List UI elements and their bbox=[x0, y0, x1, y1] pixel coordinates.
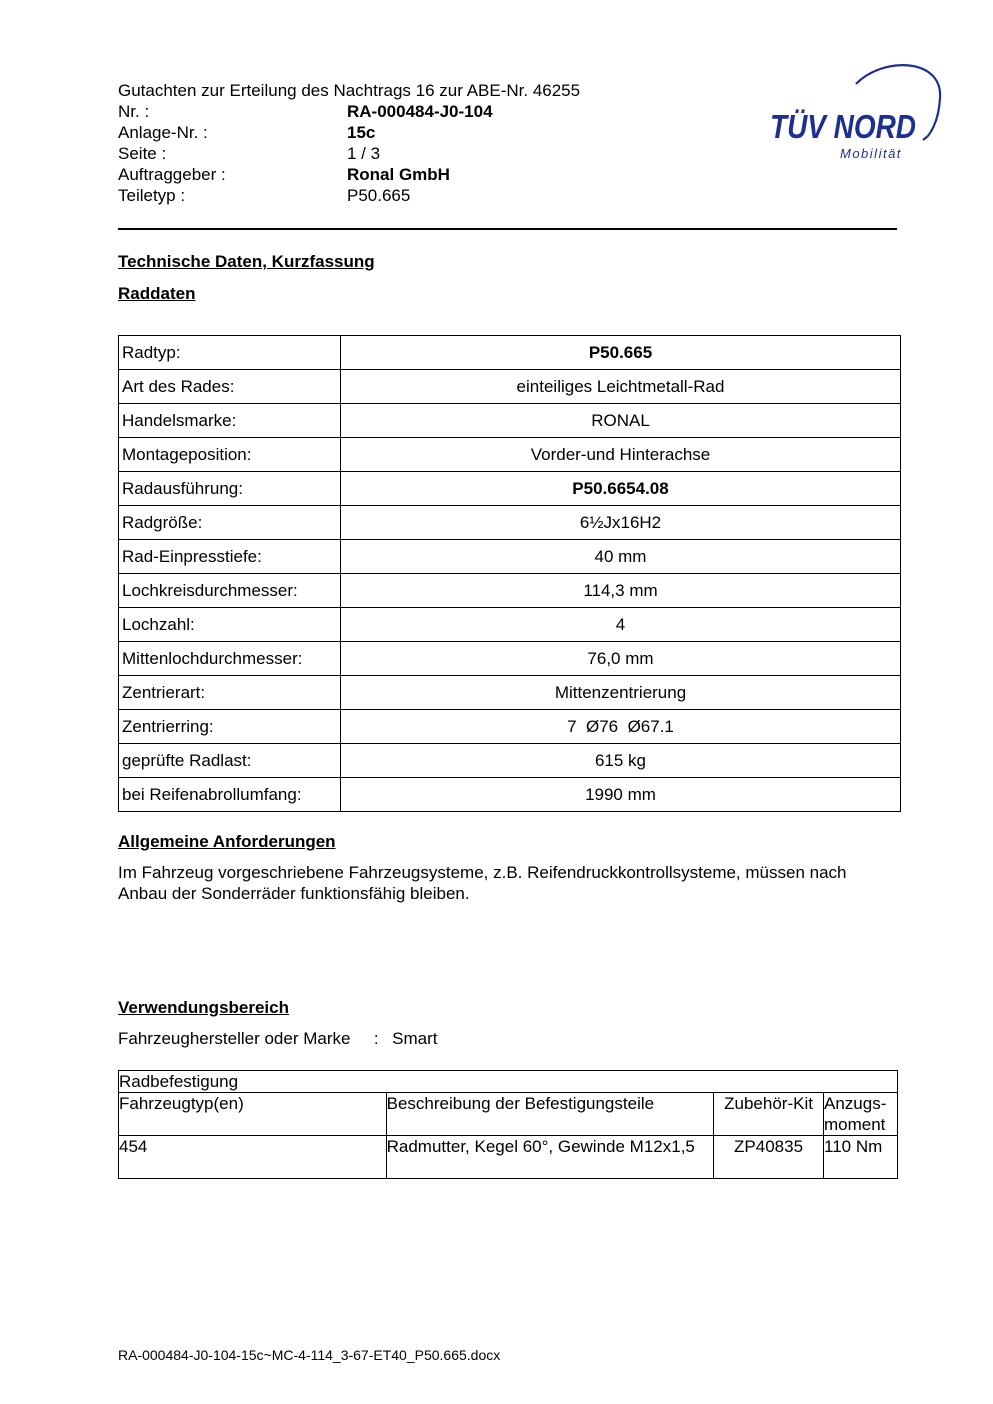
table-label-cell: Zentrierart: bbox=[119, 676, 341, 710]
heading-technische-daten: Technische Daten, Kurzfassung bbox=[118, 252, 375, 271]
document-header bbox=[118, 80, 580, 206]
header-row-seite bbox=[118, 143, 580, 164]
table-header-cell: Zubehör-Kit bbox=[714, 1093, 824, 1136]
table-row bbox=[119, 608, 901, 642]
table-label-cell: Lochzahl: bbox=[119, 608, 341, 642]
table-row bbox=[119, 778, 901, 812]
table-value-cell: Vorder-und Hinterachse bbox=[341, 438, 901, 472]
table-value-cell: 114,3 mm bbox=[341, 574, 901, 608]
table-label-cell: Mittenlochdurchmesser: bbox=[119, 642, 341, 676]
header-value: Ronal GmbH bbox=[347, 165, 450, 184]
header-title: Gutachten zur Erteilung des Nachtrags 16 zur ABE-Nr. 46255 bbox=[118, 81, 581, 100]
document-footer: RA-000484-J0-104-15c~MC-4-114_3-67-ET40_P50.665.docx bbox=[118, 1347, 501, 1363]
header-row-teiletyp bbox=[118, 185, 580, 206]
table-row bbox=[119, 404, 901, 438]
table-value-cell: Mittenzentrierung bbox=[341, 676, 901, 710]
header-label: Teiletyp : bbox=[118, 186, 186, 205]
table-label-cell: bei Reifenabrollumfang: bbox=[119, 778, 341, 812]
table-row bbox=[119, 710, 901, 744]
table-row bbox=[119, 472, 901, 506]
heading-verwendungsbereich: Verwendungsbereich bbox=[118, 998, 289, 1017]
header-row-auftraggeber bbox=[118, 164, 580, 185]
table-value-cell: 615 kg bbox=[341, 744, 901, 778]
header-row-anlage bbox=[118, 122, 580, 143]
tuev-nord-logo bbox=[768, 58, 948, 168]
header-value: 15c bbox=[347, 123, 376, 142]
maker-line bbox=[118, 1029, 437, 1049]
header-label: Seite : bbox=[118, 144, 167, 163]
header-row-nr bbox=[118, 101, 580, 122]
table-label-cell: Radausführung: bbox=[119, 472, 341, 506]
radbefestigung-table bbox=[118, 1070, 898, 1179]
table-row bbox=[119, 642, 901, 676]
table-value-cell: P50.665 bbox=[341, 336, 901, 370]
table-value-cell: 40 mm bbox=[341, 540, 901, 574]
allgemeine-paragraph: Im Fahrzeug vorgeschriebene Fahrzeugsysteme, z.B. Reifendruckkontrollsysteme, müssen nach Anbau der Sonderräder funktionsfähig bleiben. bbox=[118, 863, 847, 903]
logo-brand-text: TÜV NORD bbox=[770, 108, 916, 145]
maker-label: Fahrzeughersteller oder Marke bbox=[118, 1029, 351, 1048]
table-label-cell: Lochkreisdurchmesser: bbox=[119, 574, 341, 608]
table-row bbox=[119, 540, 901, 574]
table-value-cell: einteiliges Leichtmetall-Rad bbox=[341, 370, 901, 404]
table-label-cell: Montageposition: bbox=[119, 438, 341, 472]
table-value-cell: 1990 mm bbox=[341, 778, 901, 812]
table-value-cell: 4 bbox=[341, 608, 901, 642]
table-value-cell: P50.6654.08 bbox=[341, 472, 901, 506]
header-value: P50.665 bbox=[347, 186, 411, 205]
table-row bbox=[119, 506, 901, 540]
header-label: Nr. : bbox=[118, 102, 150, 121]
header-value: RA-000484-J0-104 bbox=[347, 102, 493, 121]
heading-raddaten: Raddaten bbox=[118, 284, 196, 303]
table-label-cell: geprüfte Radlast: bbox=[119, 744, 341, 778]
table-value-cell: 6½Jx16H2 bbox=[341, 506, 901, 540]
table-title-cell: Radbefestigung bbox=[119, 1071, 898, 1093]
table-label-cell: Radtyp: bbox=[119, 336, 341, 370]
maker-separator: : bbox=[373, 1029, 379, 1048]
table-cell: ZP40835 bbox=[714, 1136, 824, 1179]
logo-arc-tail bbox=[923, 136, 928, 140]
table-cell: 454 bbox=[119, 1136, 387, 1179]
header-value: 1 / 3 bbox=[347, 144, 381, 163]
table-row bbox=[119, 574, 901, 608]
table-row bbox=[119, 744, 901, 778]
table-header-cell: Fahrzeugtyp(en) bbox=[119, 1093, 387, 1136]
header-divider bbox=[118, 228, 897, 230]
table-header-cell: Beschreibung der Befestigungsteile bbox=[386, 1093, 713, 1136]
table-row bbox=[119, 676, 901, 710]
table-label-cell: Handelsmarke: bbox=[119, 404, 341, 438]
heading-allgemeine-anforderungen: Allgemeine Anforderungen bbox=[118, 832, 336, 851]
raddaten-table bbox=[118, 335, 901, 812]
table-title-row bbox=[119, 1071, 898, 1093]
table-cell: Radmutter, Kegel 60°, Gewinde M12x1,5 bbox=[386, 1136, 713, 1179]
maker-value: Smart bbox=[392, 1029, 438, 1048]
table-row bbox=[119, 1136, 898, 1179]
table-header-row bbox=[119, 1093, 898, 1136]
table-row bbox=[119, 336, 901, 370]
header-label: Auftraggeber : bbox=[118, 165, 226, 184]
table-label-cell: Rad-Einpresstiefe: bbox=[119, 540, 341, 574]
table-label-cell: Radgröße: bbox=[119, 506, 341, 540]
table-row bbox=[119, 438, 901, 472]
table-row bbox=[119, 370, 901, 404]
table-label-cell: Art des Rades: bbox=[119, 370, 341, 404]
table-value-cell: RONAL bbox=[341, 404, 901, 438]
header-label: Anlage-Nr. : bbox=[118, 123, 208, 142]
logo-sub-text: Mobilität bbox=[840, 146, 902, 161]
table-label-cell: Zentrierring: bbox=[119, 710, 341, 744]
table-cell: 110 Nm bbox=[824, 1136, 898, 1179]
table-value-cell: 76,0 mm bbox=[341, 642, 901, 676]
table-value-cell: 7 Ø76 Ø67.1 bbox=[341, 710, 901, 744]
table-header-cell: Anzugs- moment bbox=[824, 1093, 898, 1136]
